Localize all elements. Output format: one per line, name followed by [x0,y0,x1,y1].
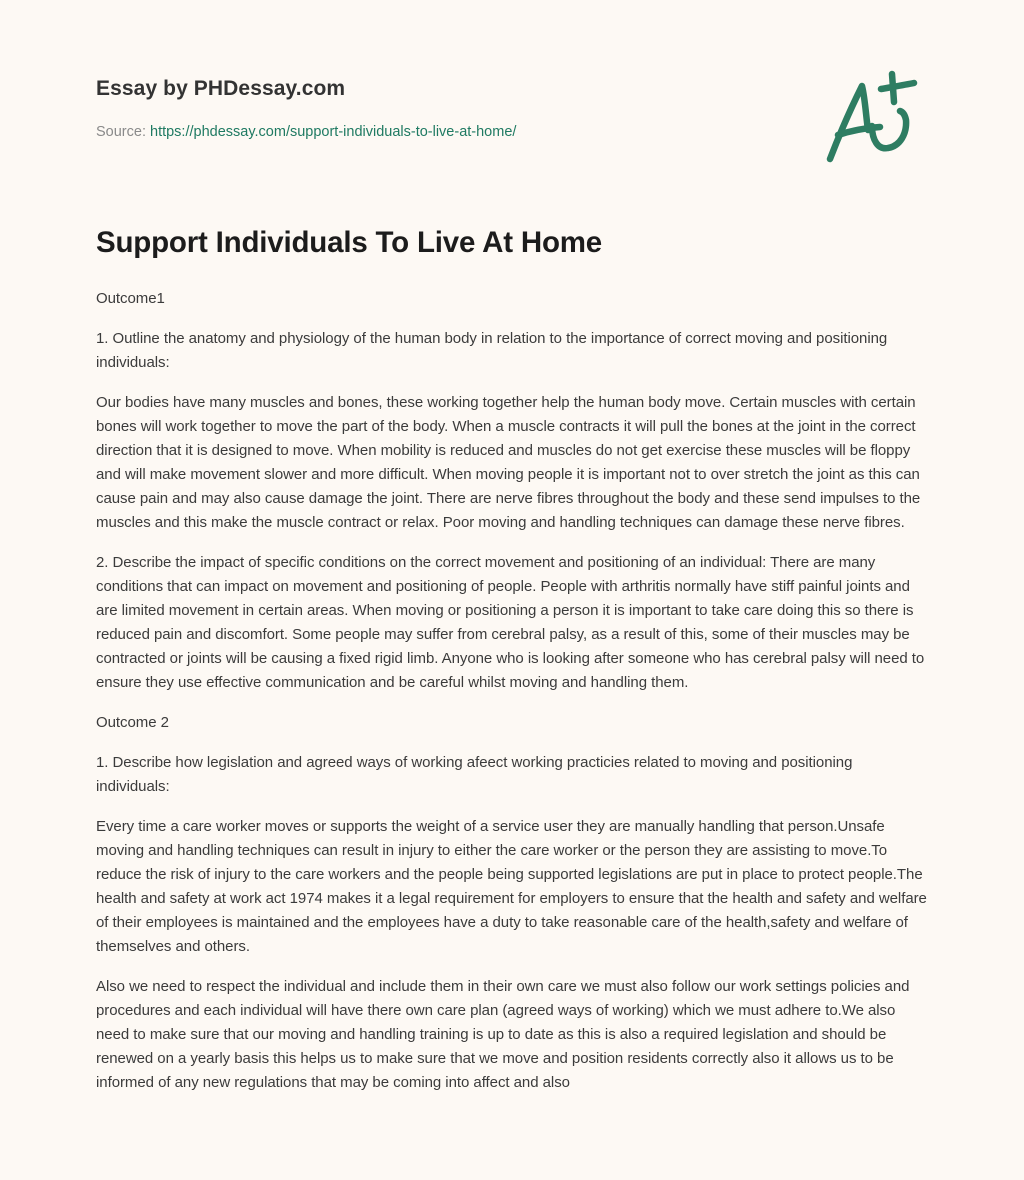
essay-paragraph: 1. Describe how legislation and agreed ways of working afeect working practicies related to moving and positioning individuals: [96,754,853,795]
source-line [96,124,516,140]
brand-title: Essay by PHDessay.com [96,77,346,100]
source-label: Source: [96,124,150,140]
essay-title: Support Individuals To Live At Home [96,226,602,259]
outcome-heading: Outcome 2 [96,714,169,731]
essay-paragraph: Every time a care worker moves or supports the weight of a service user they are manually handling that person.Unsafe moving and handling techniques can result in injury to either the care worker or the person they are assisting to move.To reduce the risk of injury to the care workers and the people being supported legislations are put in place to protect people.The health and safety at work act 1974 makes it a legal requirement for employers to ensure that the health and safety and welfare of their employees is maintained and the employees have a duty to take reasonable care of the health,safety and welfare of themselves and others. [96,818,927,955]
essay-paragraph: Our bodies have many muscles and bones, these working together help the human body move. Certain muscles with certain bones will work together to move the part of the body. When a muscle contracts it will pull the bones at the joint in the correct direction that it is designed to move. When mobility is reduced and muscles do not get exercise these muscles will be floppy and will make movement slower and more difficult. When moving people it is important not to over stretch the joint as this can cause pain and may also cause damage the joint. There are nerve fibres throughout the body and these send impulses to the muscles and this make the muscle contract or relax. Poor moving and handling techniques can damage these nerve fibres. [96,394,921,531]
essay-paragraph: 1. Outline the anatomy and physiology of the human body in relation to the importance of correct moving and positioning individuals: [96,330,888,371]
a-plus-grade-icon [822,68,926,164]
essay-paragraph: 2. Describe the impact of specific conditions on the correct movement and positioning of an individual: There are many conditions that can impact on movement and positioning of people. People with arthritis normally have stiff painful joints and are limited movement in certain areas. When moving or positioning a person it is important to take care doing this so there is reduced pain and discomfort. Some people may suffer from cerebral palsy, as a result of this, some of their muscles may be contracted or joints will be causing a fixed rigid limb. Anyone who is looking after someone who has cerebral palsy will need to ensure they use effective communication and be careful whilst moving and handling them. [96,554,925,691]
outcome-heading: Outcome1 [96,290,165,307]
essay-paragraph: Also we need to respect the individual and include them in their own care we must also follow our work settings policies and procedures and each individual will have there own care plan (agreed ways of working) which we must adhere to.We also need to make sure that our moving and handling training is up to date as this is also a required legislation and should be renewed on a yearly basis this helps us to make sure that we move and position residents correctly also it allows us to be informed of any new regulations that may be coming into affect and also [96,978,910,1091]
essay-body [96,287,928,1111]
source-link[interactable]: https://phdessay.com/support-individuals-to-live-at-home/ [150,124,517,140]
